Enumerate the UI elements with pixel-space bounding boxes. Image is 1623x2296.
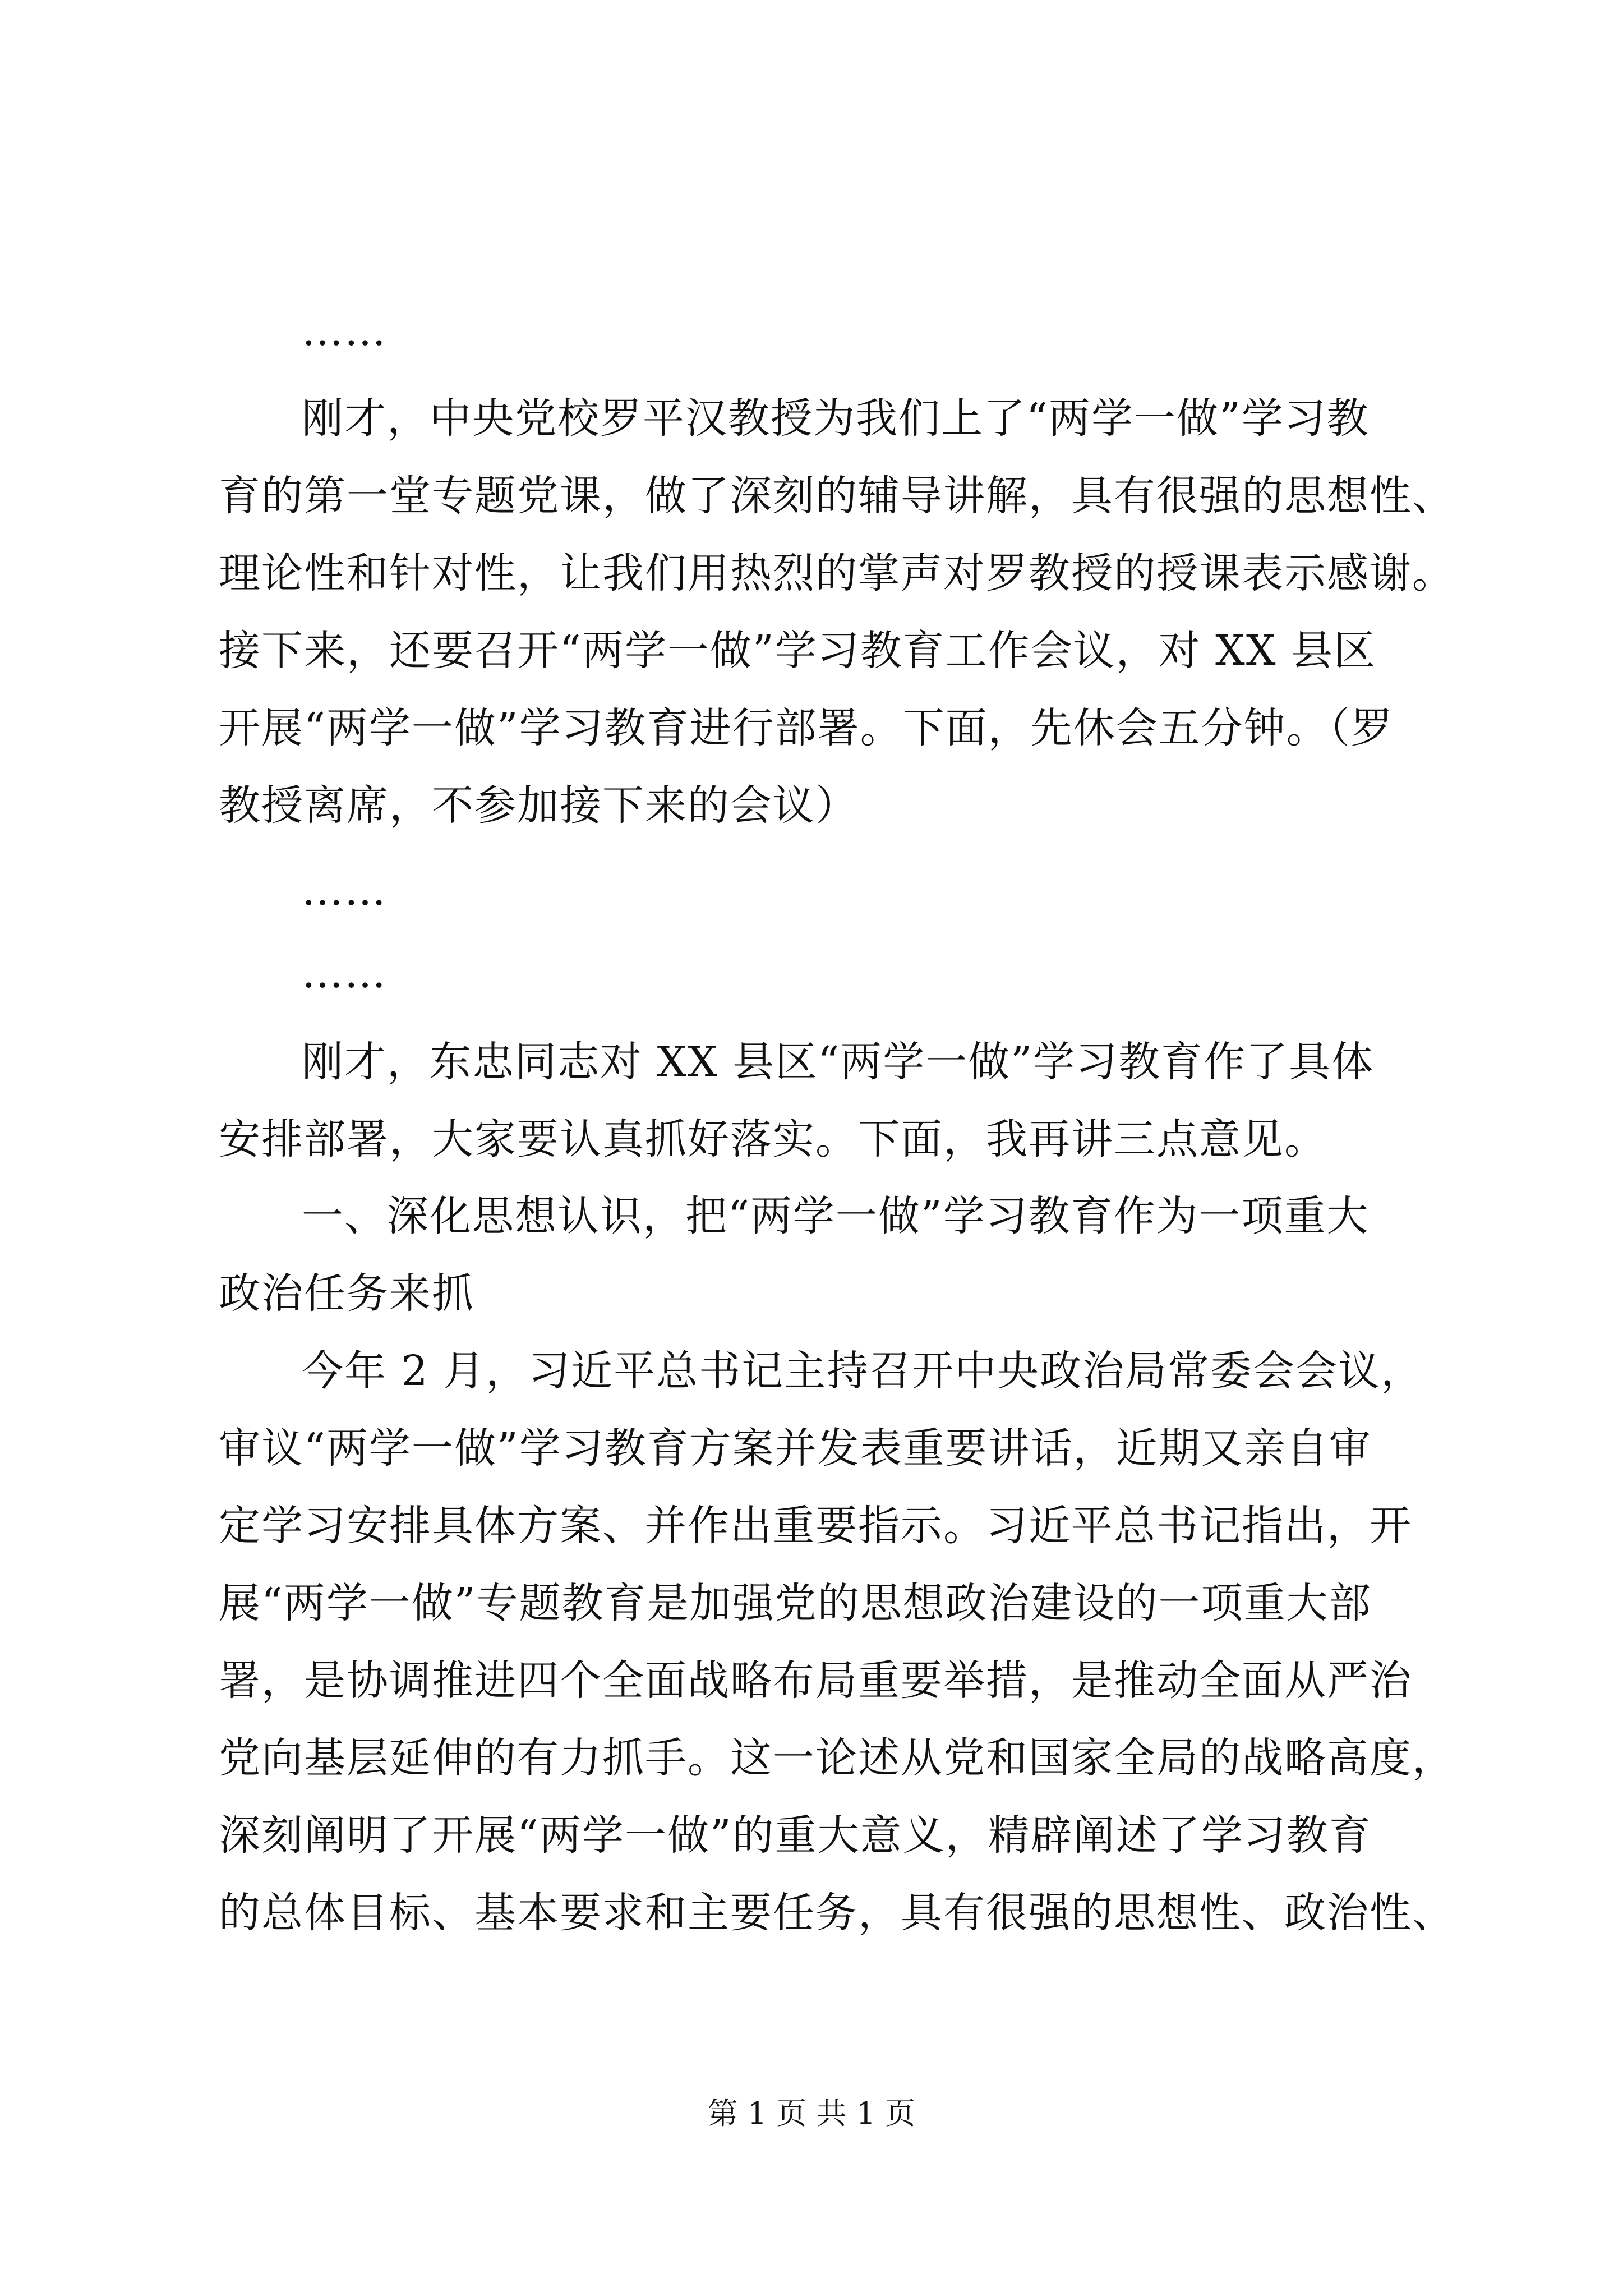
text-line: 刚才，中央党校罗平汉教授为我们上了“两学一做”学习教 (302, 394, 1370, 443)
text-line: 教授离席，不参加接下来的会议） (219, 781, 858, 830)
section-heading-line: 一、深化思想认识，把“两学一做”学习教育作为一项重大 (302, 1192, 1370, 1240)
text-line: 的总体目标、基本要求和主要任务，具有很强的思想性、政治性、 (219, 1889, 1455, 1937)
text-line: 定学习安排具体方案、并作出重要指示。习近平总书记指出，开 (219, 1502, 1412, 1550)
text-line: …… (302, 867, 387, 915)
section-heading-line: 政治任务来抓 (219, 1269, 474, 1318)
text-line: 今年 2 月，习近平总书记主持召开中央政治局常委会会议， (302, 1347, 1424, 1395)
text-line: …… (302, 949, 387, 997)
text-line: 展“两学一做”专题教育是加强党的思想政治建设的一项重大部 (219, 1579, 1372, 1627)
text-line: 安排部署，大家要认真抓好落实。下面，我再讲三点意见。 (219, 1115, 1327, 1163)
text-line: 深刻阐明了开展“两学一做”的重大意义，精辟阐述了学习教育 (219, 1811, 1372, 1860)
text-line: 审议“两学一做”学习教育方案并发表重要讲话，近期又亲自审 (219, 1424, 1372, 1473)
text-line: 开展“两学一做”学习教育进行部署。下面，先休会五分钟。（罗 (219, 704, 1394, 752)
text-line: …… (302, 307, 387, 355)
text-line: 党向基层延伸的有力抓手。这一论述从党和国家全局的战略高度， (219, 1734, 1455, 1782)
text-line: 接下来，还要召开“两学一做”学习教育工作会议，对 XX 县区 (219, 627, 1377, 675)
text-line: 理论性和针对性，让我们用热烈的掌声对罗教授的授课表示感谢。 (219, 549, 1455, 597)
text-line: 署，是协调推进四个全面战略布局重要举措，是推动全面从严治 (219, 1657, 1412, 1705)
text-line: 刚才，东忠同志对 XX 县区“两学一做”学习教育作了具体 (302, 1038, 1375, 1086)
page-number-footer: 第 1 页 共 1 页 (707, 2096, 916, 2131)
text-line: 育的第一堂专题党课，做了深刻的辅导讲解，具有很强的思想性、 (219, 472, 1455, 520)
